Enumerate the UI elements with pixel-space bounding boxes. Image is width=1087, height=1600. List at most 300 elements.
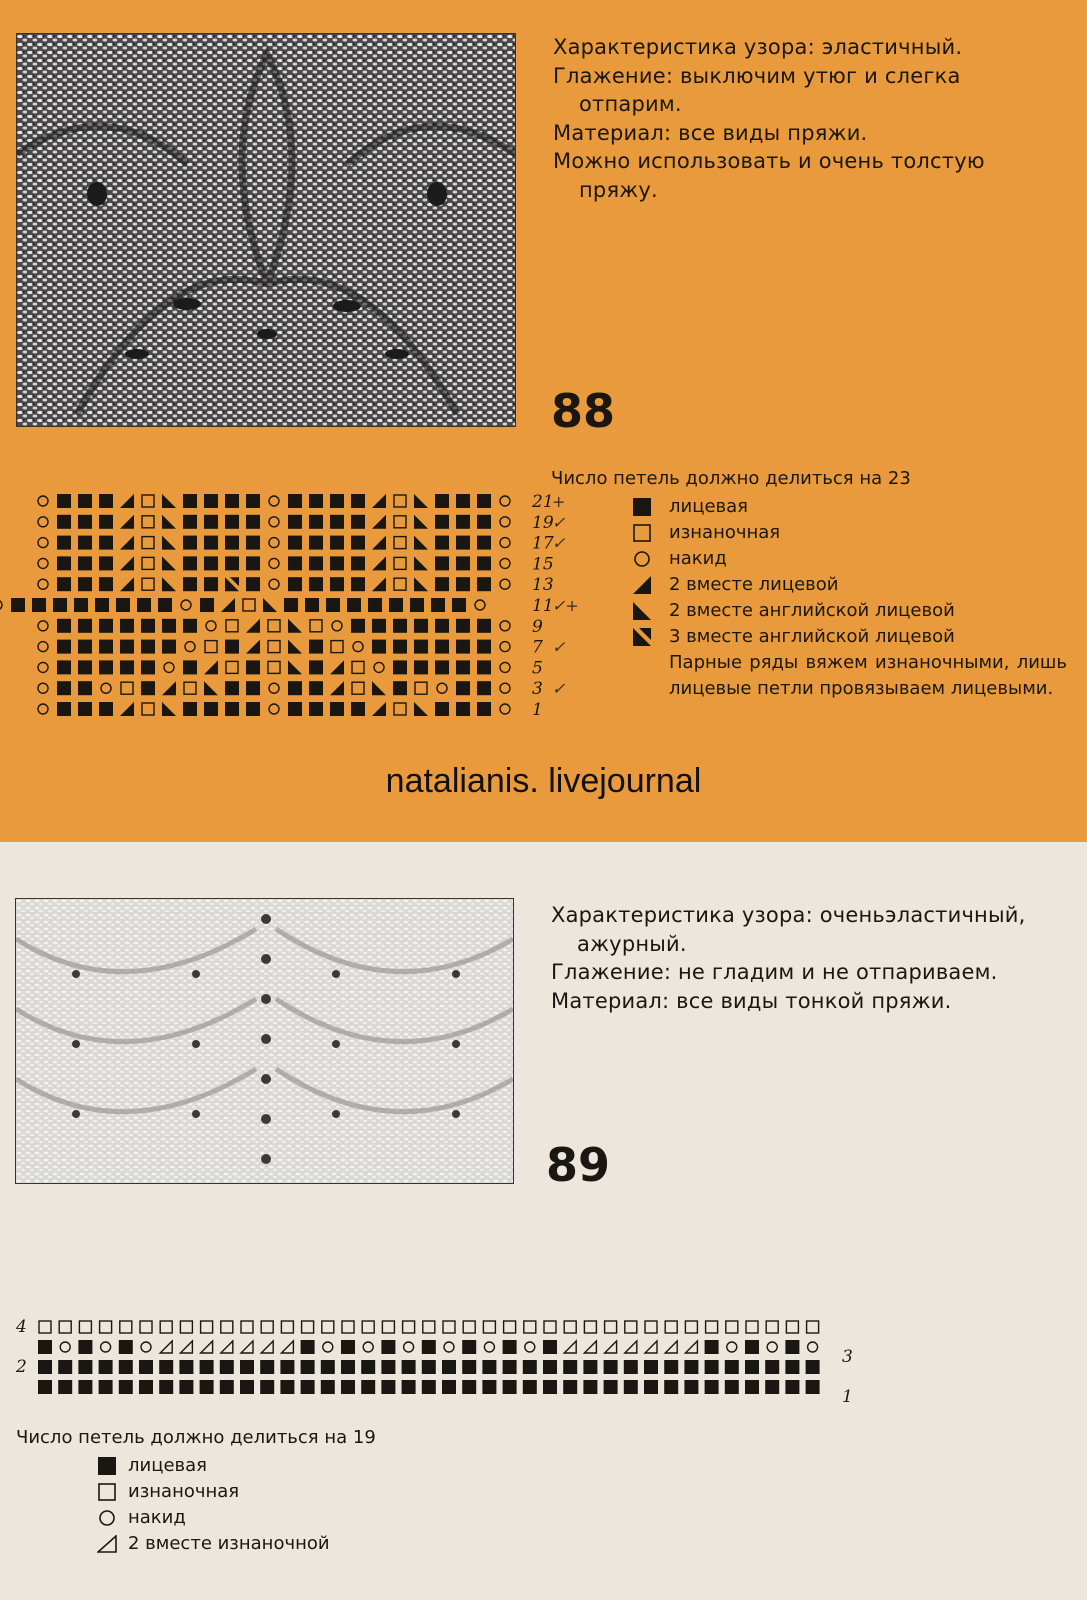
knit-cell <box>74 598 88 612</box>
purl-cell <box>142 557 154 569</box>
yarn-over-cell <box>101 683 111 693</box>
knit-cell <box>225 640 239 654</box>
knit-cell <box>341 1340 355 1354</box>
knit-cell <box>435 640 449 654</box>
knit-cell <box>604 1360 618 1374</box>
row-label: 9 <box>532 616 543 637</box>
k2tog-cell <box>120 494 134 508</box>
knit-cell <box>583 1380 597 1394</box>
knit-cell <box>57 556 71 570</box>
knit-cell <box>462 1360 476 1374</box>
purl-cell <box>544 1321 556 1333</box>
purl-cell <box>394 578 406 590</box>
purl-cell <box>685 1321 697 1333</box>
purl-cell <box>281 1321 293 1333</box>
pattern-88-note: Парные ряды вяжем изнаночными, лишь лицевые петли провязываем лицевыми. <box>669 652 1067 699</box>
knit-cell <box>78 1380 92 1394</box>
k2tog-triangle-icon <box>631 574 653 596</box>
desc-line: Характеристика узора: оченьэластичный, ажурный. <box>551 903 1026 956</box>
purl-cell <box>142 578 154 590</box>
pattern-88-description <box>553 33 1058 204</box>
purl-cell <box>382 1321 394 1333</box>
knit-cell <box>57 681 71 695</box>
knit-cell <box>745 1360 759 1374</box>
knit-cell <box>183 577 197 591</box>
purl-cell <box>415 682 427 694</box>
purl-cell <box>394 516 406 528</box>
knit-cell <box>288 702 302 716</box>
knit-cell <box>435 494 449 508</box>
knit-cell <box>477 660 491 674</box>
purl-cell <box>463 1321 475 1333</box>
purl-cell <box>504 1321 516 1333</box>
p2tog-cell <box>201 1341 213 1353</box>
knit-cell <box>806 1360 820 1374</box>
knit-cell <box>99 1360 113 1374</box>
p2tog-cell <box>665 1341 677 1353</box>
knit-cell <box>393 681 407 695</box>
knit-cell <box>57 640 71 654</box>
knit-cell <box>351 702 365 716</box>
knit-cell <box>456 660 470 674</box>
ssk-cell <box>162 494 176 508</box>
knit-cell <box>260 1360 274 1374</box>
purl-cell <box>394 557 406 569</box>
knit-cell <box>139 1360 153 1374</box>
stitch-multiple: Число петель должно делиться на 23 <box>551 468 911 489</box>
knit-cell <box>57 619 71 633</box>
purl-cell <box>302 1321 314 1333</box>
yarn-over-cell <box>185 642 195 652</box>
legend-item-purl <box>16 1479 536 1505</box>
legend-item-purl <box>551 520 1071 546</box>
legend-label: изнаночная <box>669 522 781 543</box>
yarn-over-cell <box>38 496 48 506</box>
knit-cell <box>785 1360 799 1374</box>
knit-cell <box>664 1360 678 1374</box>
p2tog-triangle-icon <box>96 1533 118 1555</box>
yarn-over-cell <box>500 642 510 652</box>
knit-cell <box>309 494 323 508</box>
knit-cell <box>543 1360 557 1374</box>
filled-square-icon <box>96 1455 118 1477</box>
ssk-cell <box>414 494 428 508</box>
purl-cell <box>786 1321 798 1333</box>
row-label: 3 <box>842 1347 853 1367</box>
yarn-over-cell <box>38 642 48 652</box>
purl-cell <box>564 1321 576 1333</box>
yarn-over-cell <box>101 1342 111 1352</box>
knit-cell <box>139 1380 153 1394</box>
row-label: 19 <box>532 512 554 533</box>
p2tog-cell <box>160 1341 172 1353</box>
knit-cell <box>351 577 365 591</box>
k2tog-cell <box>246 640 260 654</box>
knit-cell <box>462 1380 476 1394</box>
knit-cell <box>725 1360 739 1374</box>
yarn-over-cell <box>500 579 510 589</box>
ssk-cell <box>162 577 176 591</box>
knit-cell <box>503 1360 517 1374</box>
knit-cell <box>523 1380 537 1394</box>
knit-cell <box>309 640 323 654</box>
handwritten-mark: + <box>552 492 566 511</box>
knit-cell <box>341 1360 355 1374</box>
knit-cell <box>351 515 365 529</box>
k2tog-cell <box>204 660 218 674</box>
row-label: 11 <box>532 596 554 616</box>
knit-cell <box>523 1360 537 1374</box>
purl-cell <box>79 1321 91 1333</box>
purl-cell <box>201 1321 213 1333</box>
knit-cell <box>301 1360 315 1374</box>
knit-cell <box>225 556 239 570</box>
purl-cell <box>184 682 196 694</box>
knit-cell <box>456 681 470 695</box>
knit-cell <box>162 640 176 654</box>
knit-cell <box>99 536 113 550</box>
knit-cell <box>422 1360 436 1374</box>
k2tog-cell <box>330 681 344 695</box>
legend-label: 2 вместе изнаночной <box>128 1533 330 1554</box>
knit-cell <box>435 515 449 529</box>
desc-line: Глажение: выключим утюг и слегка отпарим. <box>553 63 961 116</box>
knit-cell <box>78 1360 92 1374</box>
knit-cell <box>684 1380 698 1394</box>
knit-cell <box>414 640 428 654</box>
yarn-over-cell <box>500 621 510 631</box>
purl-cell <box>331 641 343 653</box>
knit-cell <box>452 598 466 612</box>
knit-cell <box>288 577 302 591</box>
knit-cell <box>78 619 92 633</box>
knit-cell <box>99 1380 113 1394</box>
ssk-cell <box>263 598 277 612</box>
knit-cell <box>477 577 491 591</box>
yarn-over-cell <box>500 704 510 714</box>
knit-cell <box>78 494 92 508</box>
knit-cell <box>309 660 323 674</box>
purl-cell <box>268 661 280 673</box>
knit-cell <box>179 1360 193 1374</box>
row-label: 7 <box>532 637 543 658</box>
pattern-88-photo <box>16 33 516 427</box>
knit-cell <box>78 702 92 716</box>
purl-cell <box>352 682 364 694</box>
knit-cell <box>246 681 260 695</box>
knit-cell <box>624 1380 638 1394</box>
k2tog-cell <box>120 515 134 529</box>
knit-cell <box>78 556 92 570</box>
knit-cell <box>456 702 470 716</box>
knit-cell <box>120 619 134 633</box>
knit-cell <box>381 1360 395 1374</box>
knit-cell <box>330 494 344 508</box>
knit-cell <box>119 1380 133 1394</box>
knit-cell <box>372 619 386 633</box>
filled-square-icon <box>631 496 653 518</box>
knit-cell <box>477 681 491 695</box>
knit-cell <box>543 1380 557 1394</box>
knit-cell <box>456 515 470 529</box>
yarn-over-cell <box>500 496 510 506</box>
knit-cell <box>183 619 197 633</box>
purl-cell <box>726 1321 738 1333</box>
knit-cell <box>246 515 260 529</box>
ssk-cell <box>414 702 428 716</box>
knit-cell <box>456 494 470 508</box>
purl-cell <box>140 1321 152 1333</box>
knit-cell <box>38 1340 52 1354</box>
knit-cell <box>116 598 130 612</box>
knit-cell <box>381 1380 395 1394</box>
yarn-over-cell <box>38 517 48 527</box>
purl-cell <box>160 1321 172 1333</box>
knit-cell <box>435 619 449 633</box>
knit-cell <box>503 1380 517 1394</box>
purl-cell <box>746 1321 758 1333</box>
yarn-over-cell <box>38 662 48 672</box>
knit-cell <box>309 556 323 570</box>
p2tog-cell <box>584 1341 596 1353</box>
ssk-cell <box>414 577 428 591</box>
knit-cell <box>351 494 365 508</box>
knit-cell <box>78 577 92 591</box>
stitch-multiple: Число петель должно делиться на 19 <box>16 1427 376 1448</box>
knit-cell <box>321 1380 335 1394</box>
purl-cell <box>142 703 154 715</box>
ssk-cell <box>162 515 176 529</box>
k2tog-cell <box>162 681 176 695</box>
knit-cell <box>351 556 365 570</box>
knit-cell <box>624 1360 638 1374</box>
purl-cell <box>807 1321 819 1333</box>
knit-cell <box>53 598 67 612</box>
knit-cell <box>604 1380 618 1394</box>
knit-cell <box>78 1340 92 1354</box>
knit-cell <box>288 556 302 570</box>
row-label: 3 <box>532 679 543 700</box>
yarn-over-cell <box>269 538 279 548</box>
knit-cell <box>58 1380 72 1394</box>
ssk-triangle-icon <box>631 600 653 622</box>
knit-cell <box>99 515 113 529</box>
knit-cell <box>200 1380 214 1394</box>
knit-cell <box>326 598 340 612</box>
legend-item-sk2p <box>551 624 1071 650</box>
purl-cell <box>39 1321 51 1333</box>
yarn-over-cell <box>500 558 510 568</box>
knit-cell <box>745 1340 759 1354</box>
knit-cell <box>393 619 407 633</box>
knit-cell <box>225 536 239 550</box>
k2tog-cell <box>372 494 386 508</box>
knit-cell <box>38 1360 52 1374</box>
watermark: natalianis. livejournal <box>385 762 702 800</box>
knit-cell <box>309 702 323 716</box>
legend-label: накид <box>128 1507 186 1528</box>
knit-cell <box>288 681 302 695</box>
purl-cell <box>605 1321 617 1333</box>
knit-cell <box>141 660 155 674</box>
knit-cell <box>644 1360 658 1374</box>
yarn-over-cell <box>353 642 363 652</box>
knit-cell <box>246 556 260 570</box>
yarn-over-cell <box>332 621 342 631</box>
p2tog-cell <box>180 1341 192 1353</box>
k2tog-cell <box>246 619 260 633</box>
knit-cell <box>477 515 491 529</box>
knit-cell <box>57 494 71 508</box>
yarn-over-cell <box>727 1342 737 1352</box>
knit-cell <box>503 1340 517 1354</box>
purl-cell <box>394 537 406 549</box>
ssk-cell <box>288 660 302 674</box>
legend-label: 3 вместе английской лицевой <box>669 626 955 647</box>
knit-cell <box>183 515 197 529</box>
p2tog-cell <box>685 1341 697 1353</box>
purl-cell <box>120 1321 132 1333</box>
legend-label: накид <box>669 548 727 569</box>
knit-cell <box>705 1340 719 1354</box>
knit-cell <box>225 702 239 716</box>
knit-cell <box>99 577 113 591</box>
yarn-over-cell <box>808 1342 818 1352</box>
purl-cell <box>403 1321 415 1333</box>
yarn-over-cell <box>38 621 48 631</box>
knit-cell <box>57 536 71 550</box>
ssk-cell <box>372 681 386 695</box>
desc-line: Характеристика узора: эластичный. <box>553 35 963 59</box>
p2tog-cell <box>221 1341 233 1353</box>
knit-cell <box>141 681 155 695</box>
knit-cell <box>442 1360 456 1374</box>
knit-cell <box>664 1380 678 1394</box>
yarn-over-cell <box>500 538 510 548</box>
knit-cell <box>725 1380 739 1394</box>
knit-cell <box>301 1380 315 1394</box>
knit-cell <box>99 702 113 716</box>
knit-cell <box>99 640 113 654</box>
pattern-89-description <box>551 901 1061 1015</box>
p2tog-cell <box>625 1341 637 1353</box>
knit-cell <box>414 619 428 633</box>
knit-cell <box>393 660 407 674</box>
knit-cell <box>32 598 46 612</box>
knit-cell <box>159 1360 173 1374</box>
knit-cell <box>141 640 155 654</box>
purl-cell <box>121 682 133 694</box>
purl-cell <box>142 495 154 507</box>
knit-cell <box>705 1380 719 1394</box>
knit-cell <box>204 494 218 508</box>
knit-cell <box>745 1380 759 1394</box>
knit-cell <box>456 619 470 633</box>
pattern-89-chart-svg <box>14 1316 874 1407</box>
knit-cell <box>119 1360 133 1374</box>
knit-cell <box>644 1380 658 1394</box>
purl-cell <box>226 620 238 632</box>
knit-cell <box>563 1380 577 1394</box>
knit-cell <box>372 640 386 654</box>
knit-cell <box>57 577 71 591</box>
knit-cell <box>435 702 449 716</box>
knit-cell <box>246 660 260 674</box>
knit-cell <box>120 660 134 674</box>
purl-cell <box>268 641 280 653</box>
circle-icon <box>96 1507 118 1529</box>
legend-item-k2tog <box>551 572 1071 598</box>
k2tog-cell <box>372 577 386 591</box>
legend-label: лицевая <box>128 1455 207 1476</box>
purl-cell <box>59 1321 71 1333</box>
k2tog-cell <box>372 556 386 570</box>
ssk-cell <box>414 536 428 550</box>
knit-cell <box>456 640 470 654</box>
pattern-88-chart-svg <box>14 488 579 720</box>
knit-cell <box>321 1360 335 1374</box>
knit-cell <box>361 1380 375 1394</box>
row-label: 2 <box>16 1357 27 1377</box>
k2tog-cell <box>372 702 386 716</box>
purl-cell <box>226 661 238 673</box>
sk2p-triangle-icon <box>631 626 653 648</box>
knit-cell <box>183 536 197 550</box>
p2tog-cell <box>645 1341 657 1353</box>
knit-cell <box>99 660 113 674</box>
handwritten-mark: ✓ <box>552 533 566 553</box>
knit-cell <box>806 1380 820 1394</box>
knit-cell <box>381 1340 395 1354</box>
knit-cell <box>119 1340 133 1354</box>
legend-label: изнаночная <box>128 1481 240 1502</box>
knit-cell <box>246 536 260 550</box>
yarn-over-cell <box>525 1342 535 1352</box>
knit-cell <box>220 1380 234 1394</box>
knit-cell <box>330 515 344 529</box>
knit-cell <box>583 1360 597 1374</box>
p2tog-cell <box>261 1341 273 1353</box>
knit-cell <box>284 598 298 612</box>
knit-cell <box>543 1340 557 1354</box>
knit-cell <box>431 598 445 612</box>
knit-cell <box>280 1380 294 1394</box>
purl-cell <box>180 1321 192 1333</box>
row-label: 13 <box>532 575 554 596</box>
yarn-over-cell <box>60 1342 70 1352</box>
knit-cell <box>309 681 323 695</box>
purl-cell <box>221 1321 233 1333</box>
yarn-over-cell <box>767 1342 777 1352</box>
purl-cell <box>342 1321 354 1333</box>
knit-cell <box>309 577 323 591</box>
pattern-89-legend <box>16 1425 536 1557</box>
knit-cell <box>435 556 449 570</box>
knit-cell <box>288 536 302 550</box>
knit-cell <box>95 598 109 612</box>
knit-cell <box>99 494 113 508</box>
knit-cell <box>183 702 197 716</box>
yarn-over-cell <box>475 600 485 610</box>
yarn-over-cell <box>437 683 447 693</box>
ssk-cell <box>162 536 176 550</box>
knit-cell <box>422 1380 436 1394</box>
purl-cell <box>706 1321 718 1333</box>
knit-cell <box>422 1340 436 1354</box>
pattern-89-photo <box>15 898 514 1184</box>
knit-cell <box>705 1360 719 1374</box>
p2tog-cell <box>281 1341 293 1353</box>
